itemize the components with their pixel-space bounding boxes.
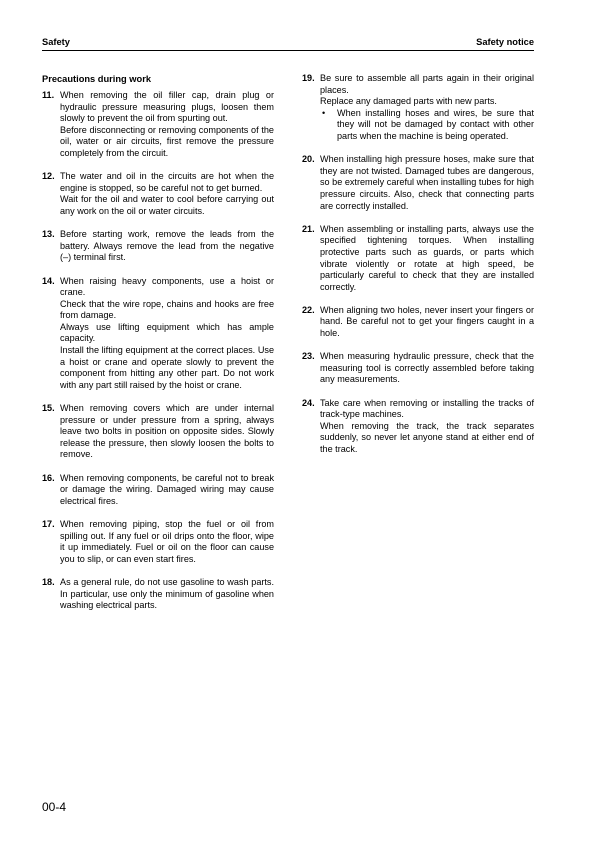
list-item <box>42 473 274 508</box>
list-item <box>42 90 274 160</box>
item-paragraph: When removing the oil filler cap, drain plug or hydraulic pressure measuring plugs, loosen them slowly to prevent the oil from spurting out. <box>60 90 274 124</box>
list-item <box>42 577 274 612</box>
list-item-22 <box>302 305 534 340</box>
header-section-title: Safety <box>42 37 70 47</box>
item-paragraph: Be sure to assemble all parts again in their original places. <box>320 73 534 95</box>
left-column <box>42 73 274 623</box>
item-paragraph: When removing the track, the track separates suddenly, so never let anyone stand at either end of the track. <box>320 420 534 454</box>
right-column <box>302 73 534 467</box>
item-paragraph: When assembling or installing parts, always use the specified tightening torques. When installing protective parts such as guards, or parts which vibrate violently or rotate at high speed, be particularly careful to check that they are installed correctly. <box>320 223 534 292</box>
item-paragraph: Check that the wire rope, chains and hooks are free from damage. <box>60 298 274 321</box>
item-number: 16. <box>42 472 55 483</box>
item-paragraph: Before starting work, remove the leads from the battery. Always remove the lead from the negative (–) terminal first. <box>60 229 274 263</box>
bullet-text: When installing hoses and wires, be sure that they will not be damaged by contact with other parts when the machine is being operated. <box>337 107 534 141</box>
item-paragraph: When removing piping, stop the fuel or oil from spilling out. If any fuel or oil drips onto the floor, wipe it up immediately. Fuel or oil on the floor can cause you to slip, or can even start fires. <box>60 518 274 564</box>
item-paragraph: Install the lifting equipment at the correct places. Use a hoist or crane and operate slowly to prevent the component from hitting any other part. Do not work with any part still raised by the hoist or crane. <box>60 345 274 390</box>
item-paragraph: When aligning two holes, never insert your fingers or hand. Be careful not to get your fingers caught in a hole. <box>320 304 534 339</box>
bullet-item <box>320 108 534 143</box>
item-number: 13. <box>42 229 55 240</box>
item-number: 18. <box>42 576 55 587</box>
item-paragraph: Before disconnecting or removing components of the oil, water or air circuits, first remove the pressure completely from the circuit. <box>60 124 274 158</box>
item-number: 17. <box>42 518 55 529</box>
item-paragraph: As a general rule, do not use gasoline to wash parts. In particular, use only the minimum of gasoline when washing electrical parts. <box>60 576 274 611</box>
item-paragraph: When raising heavy components, use a hoist or crane. <box>60 275 274 298</box>
item-number: 15. <box>42 403 55 414</box>
list-item-24 <box>302 398 534 456</box>
item-number: 19. <box>302 73 315 83</box>
list-item <box>42 229 274 264</box>
section-title: Precautions during work <box>42 74 151 84</box>
item-number: 23. <box>302 351 315 362</box>
list-item-23 <box>302 351 534 386</box>
item-number: 20. <box>302 154 315 165</box>
item-number: 12. <box>42 171 55 182</box>
header-document-title: Safety notice <box>476 37 534 47</box>
item-paragraph: Wait for the oil and water to cool before carrying out any work on the oil or water circuits. <box>60 194 274 216</box>
bullet-icon: • <box>322 107 326 118</box>
list-item <box>42 171 274 217</box>
item-number: 21. <box>302 223 315 234</box>
item-number: 24. <box>302 397 315 408</box>
item-paragraph: When removing components, be careful not to break or damage the wiring. Damaged wiring may cause electrical fires. <box>60 472 274 506</box>
item-paragraph: Always use lifting equipment which has ample capacity. <box>60 321 274 344</box>
list-item <box>42 519 274 565</box>
item-paragraph: When measuring hydraulic pressure, check that the measuring tool is correctly assembled before taking any measurements. <box>320 351 534 385</box>
item-paragraph: When installing high pressure hoses, make sure that they are not twisted. Damaged tubes are dangerous, so be extremely careful when installing tubes for high pressure circuits. Also, check that connecting parts are correctly installed. <box>320 154 534 211</box>
item-paragraph: Replace any damaged parts with new parts. <box>320 96 497 107</box>
list-item <box>42 276 274 392</box>
list-item-20 <box>302 154 534 212</box>
left-item-list <box>42 90 274 612</box>
item-number: 11. <box>42 90 55 100</box>
list-item-21 <box>302 224 534 294</box>
page-header <box>42 36 534 51</box>
item-paragraph: When removing covers which are under internal pressure or under pressure from a spring, always leave two bolts in position on opposite sides. Slowly release the pressure, then slowly loosen the bolts to remove. <box>60 403 274 460</box>
page-number: 00-4 <box>42 800 67 814</box>
list-item-19 <box>302 73 534 143</box>
item-paragraph: The water and oil in the circuits are hot when the engine is stopped, so be careful not to get burned. <box>60 171 274 193</box>
list-item <box>42 403 274 461</box>
item-number: 22. <box>302 304 315 315</box>
item-paragraph: Take care when removing or installing the tracks of track-type machines. <box>320 397 534 420</box>
item-number: 14. <box>42 275 55 286</box>
